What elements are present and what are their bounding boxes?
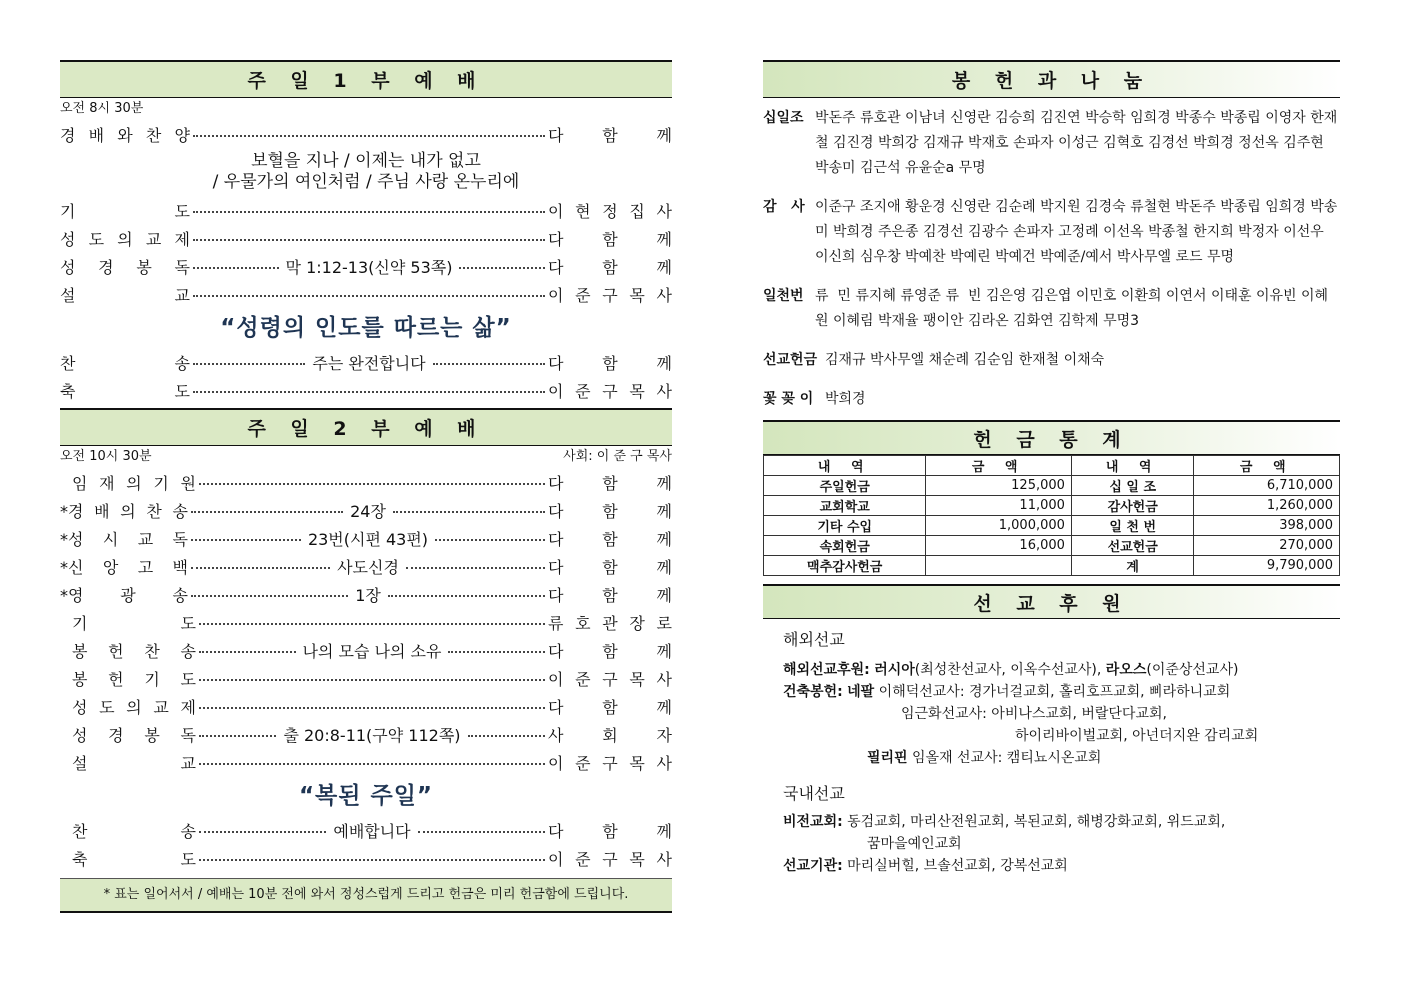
leader-dots bbox=[199, 623, 545, 625]
order-leader: 이 준 구 목 사 bbox=[548, 849, 672, 869]
stats-amount: 11,000 bbox=[926, 496, 1072, 516]
leader-dots bbox=[418, 831, 545, 833]
order-leader: 이 준 구 목 사 bbox=[548, 753, 672, 773]
offering-thousand: 일천번 류 민 류지혜 류영준 류 빈 김은영 김은엽 이민호 이환희 이연서 이태훈 이유빈 이혜원 이혜림 박재율 팽이안 김라온 김화연 김학제 무명3 bbox=[763, 288, 1329, 329]
worship1-lyrics: 보혈을 지나 / 이제는 내가 없고 / 우물가의 여인처럼 / 주님 사랑 온누리에 bbox=[212, 151, 520, 192]
offering-thanks: 감 사 이준구 조지애 황운경 신영란 김순례 박지원 김경숙 류철현 박돈주 박종립 임희경 박송미 박희경 주은종 김경선 김광수 손파자 고정례 이선옥 박종철 한지희 박정자 이선우 이신희 심우창 박예찬 박예린 박예건 박예준/예서 박사무엘 로드 무명 bbox=[763, 199, 1338, 265]
order-content: 주는 완전합니다 bbox=[312, 353, 426, 373]
order-row bbox=[60, 252, 672, 280]
order-leader: 다 함 께 bbox=[548, 125, 672, 145]
order-row bbox=[60, 468, 672, 496]
order-label: 성 경 봉 독 bbox=[60, 257, 190, 277]
stats-row bbox=[764, 536, 1340, 556]
leader-dots bbox=[393, 511, 545, 513]
leader-dots bbox=[193, 363, 305, 365]
order-label: 경 배 와 찬 양 bbox=[60, 125, 190, 145]
offering-flowers: 꽃 꽂 이 박희경 bbox=[763, 391, 866, 407]
stats-header: 금 액 bbox=[926, 456, 1072, 476]
order-label: *경 배 의 찬 송 bbox=[60, 501, 188, 521]
order-content: 사도신경 bbox=[337, 557, 399, 577]
order-row bbox=[60, 552, 672, 580]
building-offering: 건축봉헌: 네팔 이해덕선교사: 경가너걸교회, 홀리호프교회, 삐라하니교회 bbox=[783, 684, 1231, 700]
leader-dots bbox=[406, 567, 545, 569]
order-leader: 사 회 자 bbox=[548, 725, 672, 745]
order-leader: 다 함 께 bbox=[548, 697, 672, 717]
stats-row bbox=[764, 476, 1340, 496]
worship-note: * 표는 일어서서 / 예배는 10분 전에 와서 정성스럽게 드리고 헌금은 미리 헌금함에 드립니다. bbox=[60, 878, 672, 913]
leader-dots bbox=[191, 539, 301, 541]
order-leader: 다 함 께 bbox=[548, 585, 673, 605]
leader-dots bbox=[199, 831, 326, 833]
mission-title: 선 교 후 원 bbox=[763, 584, 1340, 619]
worship2-time-row: 오전 10시 30분 사회: 이 준 구 목사 bbox=[60, 446, 672, 468]
order-row bbox=[60, 816, 672, 844]
order-row bbox=[60, 196, 672, 224]
order-label: 성 도 의 교 제 bbox=[72, 697, 196, 717]
worship1-order-mid bbox=[60, 196, 672, 308]
order-row bbox=[60, 748, 672, 776]
stats-item: 속회헌금 bbox=[764, 536, 926, 556]
order-row bbox=[60, 844, 672, 872]
leader-dots bbox=[193, 211, 545, 213]
leader-dots bbox=[193, 391, 545, 393]
worship2-order-top bbox=[60, 468, 672, 776]
stats-item: 교회학교 bbox=[764, 496, 926, 516]
order-label: 설 교 bbox=[60, 285, 190, 305]
order-label: 성 경 봉 독 bbox=[72, 725, 196, 745]
leader-dots bbox=[388, 595, 545, 597]
order-label: 임 재 의 기 원 bbox=[72, 473, 196, 493]
order-leader: 이 준 구 목 사 bbox=[548, 669, 672, 689]
order-leader: 이 준 구 목 사 bbox=[548, 381, 672, 401]
order-row bbox=[60, 280, 672, 308]
stats-amount: 9,790,000 bbox=[1194, 556, 1340, 576]
order-row bbox=[60, 120, 672, 148]
order-leader: 이 준 구 목 사 bbox=[548, 285, 672, 305]
order-leader: 이 현 정 집 사 bbox=[548, 201, 672, 221]
leader-dots bbox=[199, 483, 545, 485]
worship1-time: 오전 8시 30분 bbox=[60, 101, 144, 116]
order-content: 23번(시편 43편) bbox=[307, 529, 429, 549]
order-content: 24장 bbox=[350, 501, 386, 521]
stats-header: 내 역 bbox=[1071, 456, 1194, 476]
stats-amount: 270,000 bbox=[1194, 536, 1340, 556]
order-leader: 다 함 께 bbox=[548, 529, 672, 549]
order-row bbox=[60, 720, 672, 748]
offering-tithe: 십일조 박돈주 류호관 이남녀 신영란 김승희 김진연 박승학 임희경 박종수 박종립 이영자 한재철 김진경 박희강 김재규 박재호 손파자 이성근 김혁호 김경선 박희경 정선옥 김주현 박송미 김근석 유윤순a 무명 bbox=[763, 110, 1338, 176]
leader-dots bbox=[199, 735, 276, 737]
worship1-title: 주 일 1 부 예 배 bbox=[60, 60, 672, 98]
mission-organizations: 선교기관: 마리실버힐, 브솔선교회, 강복선교회 bbox=[783, 858, 1068, 874]
stats-amount: 1,000,000 bbox=[926, 516, 1072, 536]
order-label: 축 도 bbox=[60, 381, 190, 401]
order-row bbox=[60, 664, 672, 692]
vision-churches: 비전교회: 동검교회, 마리산전원교회, 복된교회, 해병강화교회, 위드교회, bbox=[783, 814, 1226, 830]
leader-dots bbox=[199, 859, 545, 861]
order-label: 성 도 의 교 제 bbox=[60, 229, 190, 249]
order-label: 봉 헌 기 도 bbox=[72, 669, 196, 689]
leader-dots bbox=[193, 295, 545, 297]
leader-dots bbox=[191, 567, 330, 569]
order-leader: 다 함 께 bbox=[548, 353, 672, 373]
stats-item: 선교헌금 bbox=[1071, 536, 1194, 556]
order-label: *성 시 교 독 bbox=[60, 529, 188, 549]
leader-dots bbox=[459, 267, 545, 269]
order-leader: 다 함 께 bbox=[548, 501, 673, 521]
leader-dots bbox=[199, 763, 545, 765]
stats-row bbox=[764, 556, 1340, 576]
order-leader: 다 함 께 bbox=[548, 821, 672, 841]
stats-row bbox=[764, 516, 1340, 536]
order-row bbox=[60, 348, 672, 376]
domestic-mission-title: 국내선교 bbox=[783, 784, 845, 803]
order-content: 나의 모습 나의 소유 bbox=[302, 641, 442, 661]
order-content: 막 1:12-13(신약 53쪽) bbox=[285, 257, 453, 277]
order-content: 출 20:8-11(구약 112쪽) bbox=[283, 725, 461, 745]
overseas-support: 해외선교후원: 러시아(최성찬선교사, 이옥수선교사), 라오스(이준상선교사) bbox=[783, 662, 1239, 678]
order-row bbox=[60, 692, 672, 720]
stats-item: 십 일 조 bbox=[1071, 476, 1194, 496]
stats-amount: 16,000 bbox=[926, 536, 1072, 556]
order-leader: 다 함 께 bbox=[548, 229, 672, 249]
order-label: 찬 송 bbox=[60, 353, 190, 373]
order-leader: 다 함 께 bbox=[548, 557, 673, 577]
order-label: 기 도 bbox=[72, 613, 196, 633]
stats-title: 헌 금 통 계 bbox=[763, 420, 1340, 455]
stats-amount: 1,260,000 bbox=[1194, 496, 1340, 516]
leader-dots bbox=[199, 707, 545, 709]
leader-dots bbox=[193, 267, 279, 269]
worship1-order-top bbox=[60, 120, 672, 148]
order-label: 축 도 bbox=[72, 849, 196, 869]
order-label: 찬 송 bbox=[72, 821, 196, 841]
stats-item: 맥추감사헌금 bbox=[764, 556, 926, 576]
stats-amount: 125,000 bbox=[926, 476, 1072, 496]
stats-amount: 398,000 bbox=[1194, 516, 1340, 536]
leader-dots bbox=[435, 539, 545, 541]
order-leader: 다 함 께 bbox=[548, 641, 672, 661]
order-label: *영 광 송 bbox=[60, 585, 188, 605]
order-row bbox=[60, 224, 672, 252]
stats-table bbox=[763, 455, 1340, 576]
offering-column bbox=[763, 60, 1340, 877]
stats-row bbox=[764, 496, 1340, 516]
stats-item: 일 천 번 bbox=[1071, 516, 1194, 536]
worship1-sermon-title: “성령의 인도를 따르는 삶” bbox=[220, 315, 512, 341]
worship2-title: 주 일 2 부 예 배 bbox=[60, 408, 672, 446]
worship2-order-end bbox=[60, 816, 672, 872]
stats-amount: 6,710,000 bbox=[1194, 476, 1340, 496]
stats-header: 금 액 bbox=[1194, 456, 1340, 476]
leader-dots bbox=[448, 651, 545, 653]
stats-item: 기타 수입 bbox=[764, 516, 926, 536]
offering-title: 봉 헌 과 나 눔 bbox=[763, 60, 1340, 98]
order-row bbox=[60, 608, 672, 636]
order-content: 1장 bbox=[355, 585, 381, 605]
order-label: 봉 헌 찬 송 bbox=[72, 641, 196, 661]
overseas-mission-title: 해외선교 bbox=[783, 630, 845, 649]
building-offering-line3: 하이리바이벌교회, 아넌더지완 감리교회 bbox=[1015, 728, 1259, 744]
stats-amount bbox=[926, 556, 1072, 576]
vision-churches-line2: 꿈마을예인교회 bbox=[867, 836, 962, 852]
order-leader: 류 호 관 장 로 bbox=[548, 613, 672, 633]
worship2-sermon-title: “복된 주일” bbox=[298, 783, 434, 809]
stats-header-row bbox=[764, 456, 1340, 476]
order-row bbox=[60, 376, 672, 404]
philippines-mission: 필리핀 임올재 선교사: 캠티뇨시온교회 bbox=[867, 750, 1102, 766]
stats-item: 감사헌금 bbox=[1071, 496, 1194, 516]
order-row bbox=[60, 496, 672, 524]
order-row bbox=[60, 580, 672, 608]
stats-header: 내 역 bbox=[764, 456, 926, 476]
worship1-order-end bbox=[60, 348, 672, 404]
stats-item: 주일헌금 bbox=[764, 476, 926, 496]
leader-dots bbox=[199, 679, 545, 681]
stats-body bbox=[764, 476, 1340, 576]
order-label: 설 교 bbox=[72, 753, 196, 773]
order-row bbox=[60, 636, 672, 664]
order-row bbox=[60, 524, 672, 552]
leader-dots bbox=[191, 595, 348, 597]
building-offering-line2: 임근화선교사: 아비나스교회, 버랄단다교회, bbox=[901, 706, 1167, 722]
order-leader: 다 함 께 bbox=[548, 257, 672, 277]
leader-dots bbox=[433, 363, 545, 365]
worship2-host: 사회: 이 준 구 목사 bbox=[563, 449, 672, 464]
leader-dots bbox=[199, 651, 296, 653]
leader-dots bbox=[193, 239, 545, 241]
order-content: 예배합니다 bbox=[333, 821, 411, 841]
order-label: *신 앙 고 백 bbox=[60, 557, 188, 577]
worship-column bbox=[60, 60, 672, 913]
leader-dots bbox=[468, 735, 545, 737]
leader-dots bbox=[191, 511, 343, 513]
order-label: 기 도 bbox=[60, 201, 190, 221]
leader-dots bbox=[193, 135, 545, 137]
offering-mission: 선교헌금 김재규 박사무엘 채순례 김순임 한재철 이채숙 bbox=[763, 352, 1105, 368]
stats-item: 계 bbox=[1071, 556, 1194, 576]
order-leader: 다 함 께 bbox=[548, 473, 672, 493]
